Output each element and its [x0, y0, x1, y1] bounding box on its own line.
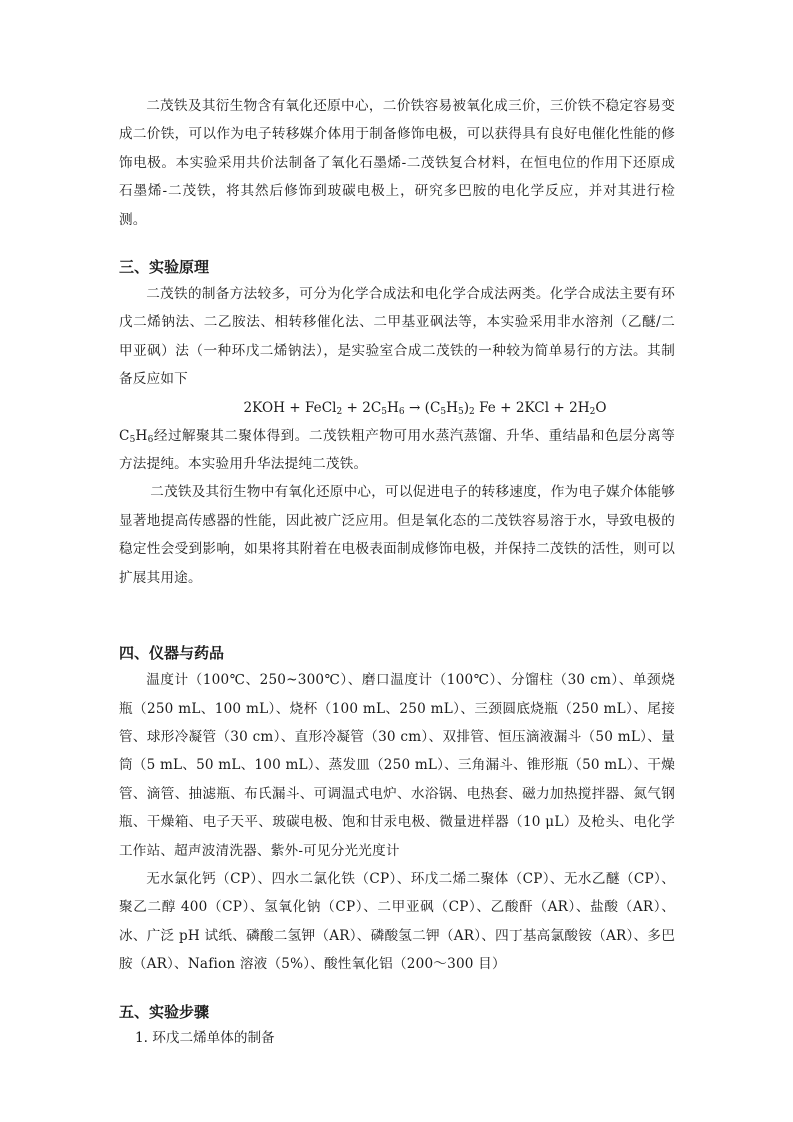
spacer — [119, 592, 675, 642]
section-heading-procedure: 五、实验步骤 — [119, 1002, 210, 1021]
spacer — [119, 234, 675, 256]
principle-paragraph-2: $C_5H_6$经过解聚其二聚体得到。二茂铁粗产物可用水蒸汽蒸馏、升华、重结晶和色层分离等方法提纯。本实验用升华法提纯二茂铁。 — [119, 427, 675, 473]
procedure-step-1: 1. 环戊二烯单体的制备 — [135, 1029, 275, 1046]
document-page — [119, 92, 675, 1051]
intro-paragraph: 二茂铁及其衍生物含有氧化还原中心，二价铁容易被氧化成三价，三价铁不稳定容易变成二价铁，可以作为电子转移媒介体用于制备修饰电极，可以获得具有良好电催化性能的修饰电极。本实验采用共价法制备了氧化石墨烯-二茂铁复合材料，在恒电位的作用下还原成石墨烯-二茂铁，将其然后修饰到玻碳电极上，研究多巴胺的电化学反应，并对其进行检测。 — [119, 98, 675, 228]
section-heading-principle: 三、实验原理 — [119, 258, 210, 277]
reaction-equation: 2KOH + FeCl$_2$ + $2C_5H_6 \to (C_5H_5)_2$ $Fe + 2KCl + 2H_2O$ — [243, 399, 607, 417]
section-heading-instruments: 四、仪器与药品 — [119, 644, 225, 663]
instruments-paragraph: 温度计（100℃、250~300℃）、磨口温度计（100℃）、分馏柱（30 cm）、单颈烧瓶（250 mL、100 mL）、烧杯（100 mL、250 mL）、三颈圆底烧瓶（250 mL）、尾接管、球形冷凝管（30 cm）、直形冷凝管（30 cm）、双排管、恒压滴液漏斗（50 mL）、量筒（5 mL、50 mL、100 mL）、蒸发皿（250 mL）、三角漏斗、锥形瓶（50 mL）、干燥管、滴管、抽滤瓶、布氏漏斗、可调温式电炉、水浴锅、电热套、磁力加热搅拌器、氮气钢瓶、干燥箱、电子天平、玻碳电极、饱和甘汞电极、微量进样器（10 μL）及枪头、电化学工作站、超声波清洗器、紫外-可见分光光度计 — [119, 672, 675, 859]
reaction-arrow: → — [404, 399, 425, 416]
principle-paragraph-3: 二茂铁及其衍生物中有氧化还原中心，可以促进电子的转移速度，作为电子媒介体能够显著地提高传感器的性能，因此被广泛应用。但是氧化态的二茂铁容易溶于水，导致电极的稳定性会受到影响，如果将其附着在电极表面制成修饰电极，并保持二茂铁的活性，则可以扩展其用途。 — [119, 484, 675, 586]
reagents-paragraph: 无水氯化钙（CP）、四水二氯化铁（CP）、环戊二烯二聚体（CP）、无水乙醚（CP）、聚乙二醇 400（CP）、氢氧化钠（CP）、二甲亚砜（CP）、乙酸酐（AR）、盐酸（AR）、冰、广泛 pH 试纸、磷酸二氢钾（AR）、磷酸氢二钾（AR）、四丁基高氯酸铵（AR）、多巴胺（AR）、Nafion 溶液（5%）、酸性氧化铝（200～300 目） — [119, 870, 675, 973]
spacer — [119, 979, 675, 1001]
principle-paragraph-1: 二茂铁的制备方法较多，可分为化学合成法和电化学合成法两类。化学合成法主要有环戊二烯钠法、二乙胺法、相转移催化法、二甲基亚砜法等，本实验采用非水溶剂（乙醚/二甲亚砜）法（一种环戊二烯钠法），是实验室合成二茂铁的一种较为简单易行的方法。其制备反应如下 — [119, 286, 675, 388]
